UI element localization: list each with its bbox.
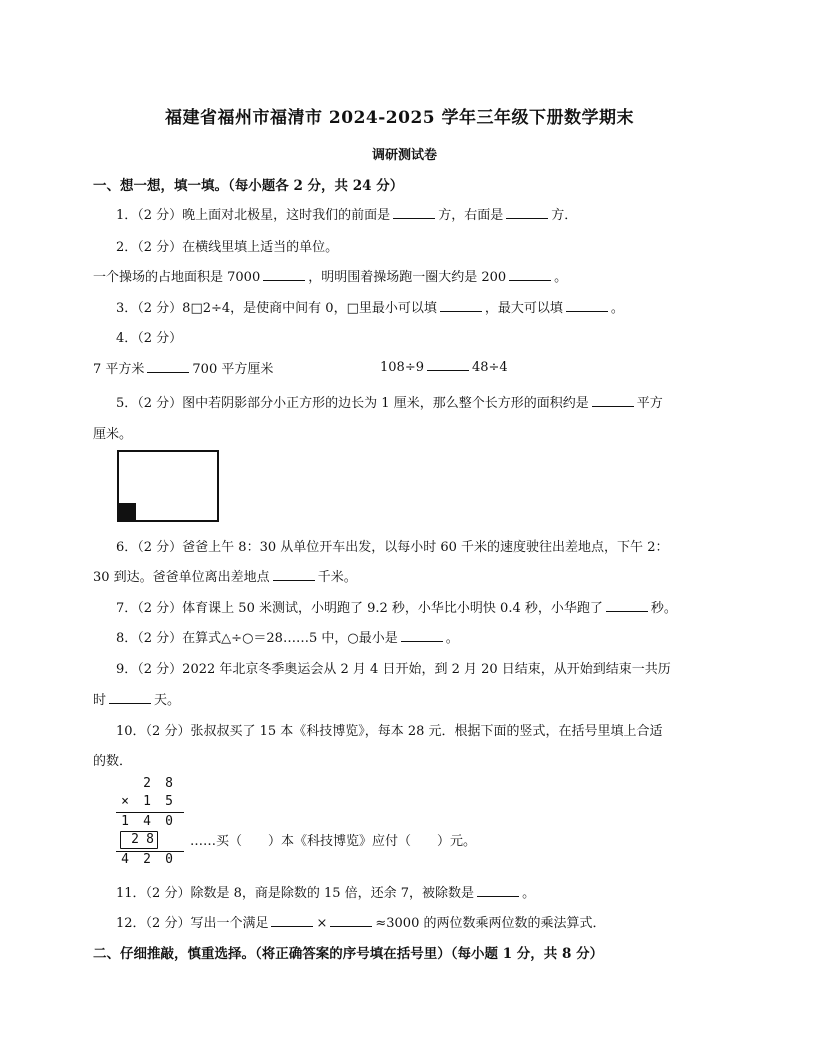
calc-digit: 5: [165, 794, 173, 809]
page-subtitle: 调研测试卷: [372, 148, 438, 163]
question-4-compare-b: [380, 358, 508, 375]
question-2: 2．（2 分）在横线里填上适当的单位。: [116, 240, 339, 255]
question-4-compare-a: [93, 358, 273, 377]
answer-blank[interactable]: [273, 568, 315, 581]
question-text: 。: [610, 301, 624, 316]
question-text: 秒。: [650, 601, 677, 616]
calc-divider: [116, 812, 184, 813]
shaded-square: [119, 503, 136, 520]
calc-digit: 4: [121, 852, 129, 867]
answer-blank[interactable]: [271, 914, 313, 927]
question-10-body: 的数．: [93, 754, 133, 769]
answer-blank[interactable]: [477, 884, 519, 897]
answer-blank[interactable]: [509, 268, 551, 281]
question-6-body: [93, 566, 357, 585]
vertical-multiplication: [116, 776, 186, 868]
question-12: [116, 912, 605, 931]
rectangle-figure: [117, 450, 219, 522]
question-5: [116, 392, 663, 411]
question-10: 10．（2 分）张叔叔买了 15 本《科技博览》，每本 28 元．根据下面的竖式，在括号里填上合适: [116, 724, 663, 739]
question-1: [116, 204, 577, 223]
question-3: [116, 297, 624, 316]
answer-blank[interactable]: [401, 629, 443, 642]
question-5-body: 厘米。: [93, 427, 133, 442]
question-text: 时: [93, 693, 107, 708]
answer-blank[interactable]: [606, 599, 648, 612]
answer-blank[interactable]: [330, 914, 372, 927]
question-text: 天。: [154, 693, 181, 708]
question-text: ×: [316, 916, 328, 931]
question-text: 方，右面是: [438, 208, 504, 223]
question-9-body: [93, 689, 180, 708]
calc-digit: 2: [131, 832, 139, 847]
answer-blank[interactable]: [393, 206, 435, 219]
calc-digit: 8: [165, 776, 173, 791]
calc-digit: 0: [165, 814, 173, 829]
calc-digit: ×: [121, 794, 129, 809]
question-text: 48÷4: [471, 360, 508, 375]
question-2-body: [93, 266, 567, 285]
section-heading: 一、想一想，填一填。（每小题各 2 分，共 24 分）: [93, 178, 404, 194]
calc-row: [116, 814, 182, 830]
calc-digit: 4: [143, 814, 151, 829]
question-8: [116, 627, 459, 646]
answer-blank[interactable]: [109, 691, 151, 704]
calc-digit: 8: [146, 832, 154, 847]
section-heading: 二、仔细推敲，慎重选择。（将正确答案的序号填在括号里）（每小题 1 分，共 8 分）: [93, 946, 604, 962]
calc-annotation: ……买（ ）本《科技博览》应付（ ）元。: [190, 834, 477, 849]
question-11: [116, 882, 535, 901]
question-text: 7 平方米: [93, 362, 145, 377]
question-text: 。: [445, 631, 459, 646]
question-text: 3．（2 分）8□2÷4，是使商中间有 0，□里最小可以填: [116, 301, 437, 316]
calc-row: [116, 852, 182, 868]
question-text: ，明明围着操场跑一圈大约是 200: [308, 270, 507, 285]
answer-blank[interactable]: [440, 299, 482, 312]
question-text: 5．（2 分）图中若阴影部分小正方形的边长为 1 厘米，那么整个长方形的面积约是: [116, 396, 589, 411]
answer-blank[interactable]: [427, 358, 469, 371]
answer-blank[interactable]: [263, 268, 305, 281]
calc-digit: 1: [121, 814, 129, 829]
page-title: 福建省福州市福清市 2024-2025 学年三年级下册数学期末: [165, 108, 635, 128]
question-text: 12．（2 分）写出一个满足: [116, 916, 269, 931]
answer-blank[interactable]: [147, 360, 189, 373]
question-text: 1．（2 分）晚上面对北极星，这时我们的前面是: [116, 208, 391, 223]
question-text: 。: [522, 886, 536, 901]
question-text: 700 平方厘米: [192, 362, 274, 377]
question-6: 6．（2 分）爸爸上午 8：30 从单位开车出发，以每小时 60 千米的速度驶往出差地点，下午 2：: [116, 540, 669, 555]
calc-row: [116, 776, 182, 792]
question-text: 平方: [636, 396, 663, 411]
answer-blank[interactable]: [506, 206, 548, 219]
question-text: ≈3000 的两位数乘两位数的乘法算式．: [375, 916, 606, 931]
calc-digit: 2: [143, 776, 151, 791]
answer-blank[interactable]: [566, 299, 608, 312]
question-4: 4．（2 分）: [116, 331, 183, 346]
question-text: 千米。: [317, 570, 357, 585]
question-7: [116, 597, 677, 616]
calc-digit: 0: [165, 852, 173, 867]
answer-blank[interactable]: [592, 394, 634, 407]
question-text: 108÷9: [380, 360, 424, 375]
question-text: 。: [554, 270, 568, 285]
question-text: 8．（2 分）在算式△÷○＝28……5 中，○最小是: [116, 631, 398, 646]
question-9: 9．（2 分）2022 年北京冬季奥运会从 2 月 4 日开始，到 2 月 20 日结束，从开始到结束一共历: [116, 662, 671, 677]
question-text: 11．（2 分）除数是 8，商是除数的 15 倍，还余 7，被除数是: [116, 886, 475, 901]
calc-row: [116, 794, 182, 810]
calc-digit: 2: [143, 852, 151, 867]
question-text: 一个操场的占地面积是 7000: [93, 270, 261, 285]
question-text: ，最大可以填: [484, 301, 563, 316]
calc-row: [116, 832, 182, 848]
calc-digit: 1: [143, 794, 151, 809]
question-text: 7．（2 分）体育课上 50 米测试，小明跑了 9.2 秒，小华比小明快 0.4 秒，小华跑了: [116, 601, 603, 616]
question-text: 方．: [551, 208, 578, 223]
question-text: 30 到达。爸爸单位离出差地点: [93, 570, 270, 585]
